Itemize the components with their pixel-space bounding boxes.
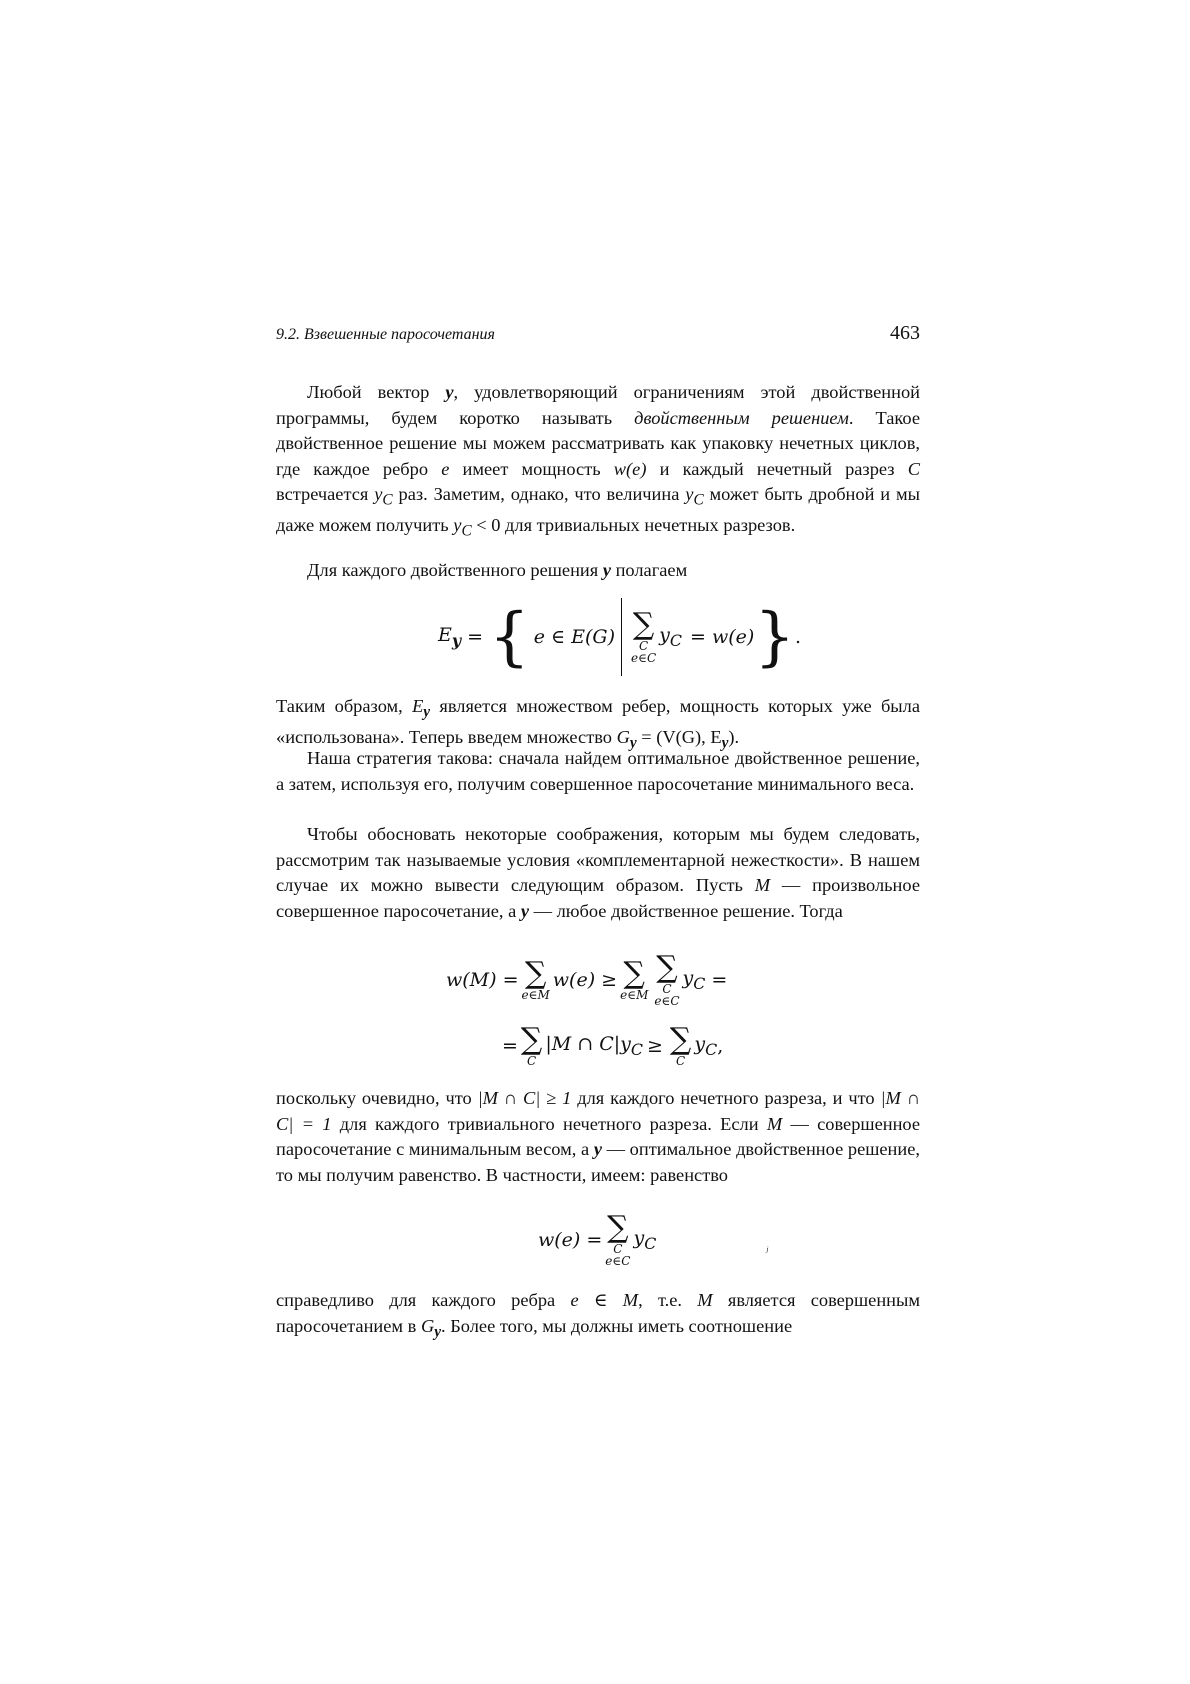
paragraph-3: Таким образом, $E_y$ является множеством ребер, мощность которых уже была «использована». Теперь введем множество $G_y = (V(G)$, $E_y$). — [276, 696, 920, 752]
margin-mark: ʲ — [766, 1244, 768, 1258]
formula-edge-set: $E_y$ = { e ∈ E(G) ∑ C e∈C $y_C$ = w(e) } . — [438, 600, 802, 674]
formula-weight-line-1: w(M) = ∑ e∈M w(e) ≥ ∑ e∈M ∑ C e∈C $y_C$ = — [446, 950, 728, 1008]
page-header — [276, 322, 920, 350]
paragraph-4: Наша стратегия такова: сначала найдем оптимальное двойственное решение, а затем, используя его, получим совершенное паросочетание минимального веса. — [276, 748, 920, 794]
formula-edge-weight: w(e) = ∑ C e∈C $y_C$ — [538, 1210, 657, 1268]
paragraph-7: справедливо для каждого ребра e ∈ M, т.е. M является совершенным паросочетанием в $G_y$. Более того, мы должны иметь соотношение — [276, 1290, 920, 1341]
formula-weight-line-2: = ∑ C |M ∩ $C|y_C$ ≥ ∑ C $y_C$ , — [502, 1022, 724, 1068]
paragraph-6: поскольку очевидно, что |M ∩ C| ≥ 1 для каждого нечетного разреза, и что |M ∩ C| = 1 для каждого тривиального нечетного разреза. Если M — совершенное паросочетание с минимальным весом, а y — оптимальное двойственное решение, то мы получим равенство. В частности, имеем: равенство — [276, 1088, 920, 1185]
running-head: 9.2. Взвешенные паросочетания — [276, 326, 495, 343]
page-number: 463 — [890, 322, 920, 344]
paragraph-5: Чтобы обосновать некоторые соображения, которым мы будем следовать, рассмотрим так называемые условия «комплементарной нежесткости». В нашем случае их можно вывести следующим образом. Пусть M — произвольное совершенное паросочетание, а y — любое двойственное решение. Тогда — [276, 824, 920, 921]
paragraph-1: Любой вектор y, удовлетворяющий ограничениям этой двойственной программы, будем коротко называть двойственным решением. Такое двойственное решение мы можем рассматривать как упаковку нечетных циклов, где каждое ребро e имеет мощность w(e) и каждый нечетный разрез C встречается $y_C$ раз. Заметим, однако, что величина $y_C$ может быть дробной и мы даже можем получить $y_C < 0$ для тривиальных нечетных разрезов. — [276, 382, 920, 540]
paragraph-2: Для каждого двойственного решения y полагаем — [307, 560, 688, 580]
set-divider — [621, 598, 622, 676]
emphasis-dual-solution: двойственным решением — [634, 407, 849, 428]
